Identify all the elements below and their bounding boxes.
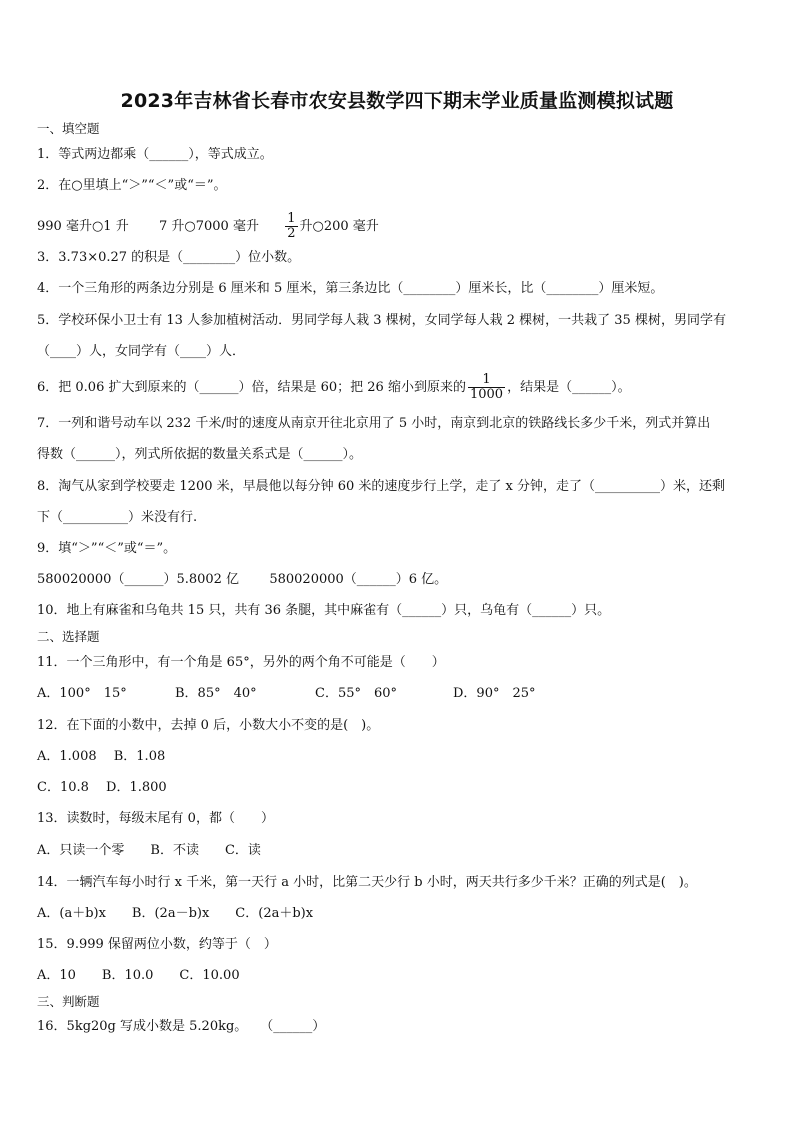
question-6 [37,373,631,402]
section-heading-judge: 三、判断题 [37,994,100,1009]
question-14-options: A．(a＋b)x B．(2a－b)x C．(2a＋b)x [37,906,314,921]
question-11: 11．一个三角形中，有一个角是 65°，另外的两个角不可能是（ ） [37,655,445,670]
question-9: 9．填“＞”“＜”或“＝”。 [37,541,177,556]
question-9-item-a: 580020000（______）5.8002 亿 [37,572,240,587]
question-4: 4．一个三角形的两条边分别是 6 厘米和 5 厘米，第三条边比（________）厘米长，比（________）厘米短。 [37,281,664,296]
option-d: D．90° 25° [453,686,536,701]
question-2: 2．在○里填上“＞”“＜”或“＝”。 [37,178,227,193]
question-6-text-end: ，结果是（______）。 [507,380,631,395]
question-9-item-b: 580020000（______）6 亿。 [269,572,448,587]
question-13-options: A．只读一个零 B．不读 C．读 [37,843,261,858]
question-7-line-1: 7．一列和谐号动车以 232 千米/时的速度从南京开往北京用了 5 小时，南京到北京的铁路线长多少千米，列式并算出 [37,416,711,431]
question-2-item-a: 990 毫升○1 升 [37,219,129,234]
question-2-items [37,212,379,241]
question-5-line-2: （____）人，女同学有（____）人． [37,344,246,359]
question-7-line-2: 得数（______），列式所依据的数量关系式是（______）。 [37,447,363,462]
question-16: 16．5kg20g 写成小数是 5.20kg。 （______） [37,1019,326,1034]
question-9-items [37,572,447,588]
question-15-options: A．10 B．10.0 C．10.00 [37,968,240,983]
question-8-line-1: 8．淘气从家到学校要走 1200 米，早晨他以每分钟 60 米的速度步行上学，走了 x 分钟，走了（__________）米，还剩 [37,479,726,494]
question-10: 10．地上有麻雀和乌龟共 15 只，共有 36 条腿，其中麻雀有（______）只，乌龟有（______）只。 [37,603,611,618]
option-b: B．85° 40° [175,686,257,701]
option-a: A．100° 15° [37,686,127,701]
question-3: 3．3.73×0.27 的积是（________）位小数。 [37,250,301,265]
section-heading-choice: 二、选择题 [37,629,100,644]
question-12-options-1: A．1.008 B．1.08 [37,749,166,764]
page-title: 2023年吉林省长春市农安县数学四下期末学业质量监测模拟试题 [120,90,674,112]
question-14: 14．一辆汽车每小时行 x 千米，第一天行 a 小时，比第二天少行 b 小时，两天共行多少千米？正确的列式是( )。 [37,875,697,890]
section-heading-fill-blank: 一、填空题 [37,121,100,136]
question-1: 1．等式两边都乘（______），等式成立。 [37,147,273,162]
question-6-text: 6．把 0.06 扩大到原来的（______）倍，结果是 60；把 26 缩小到原来的 [37,380,466,395]
question-13: 13．读数时，每级末尾有 0，都（ ） [37,811,274,826]
question-12: 12．在下面的小数中，去掉 0 后，小数大小不变的是( )。 [37,718,380,733]
question-5-line-1: 5．学校环保小卫士有 13 人参加植树活动．男同学每人栽 3 棵树，女同学每人栽 2 棵树，一共栽了 35 棵树，男同学有 [37,313,726,328]
option-c: C．55° 60° [315,686,398,701]
question-12-options-2: C．10.8 D．1.800 [37,780,167,795]
question-2-item-b: 7 升○7000 毫升 [158,219,259,234]
question-8-line-2: 下（__________）米没有行. [37,510,198,525]
question-2-item-c: 升○200 毫升 [299,219,379,234]
fraction-one-half: $\frac{1}{2}$ [287,211,296,241]
fraction-one-thousandth: $\frac{1}{1000}$ [469,372,504,402]
question-15: 15．9.999 保留两位小数，约等于（ ） [37,937,277,952]
